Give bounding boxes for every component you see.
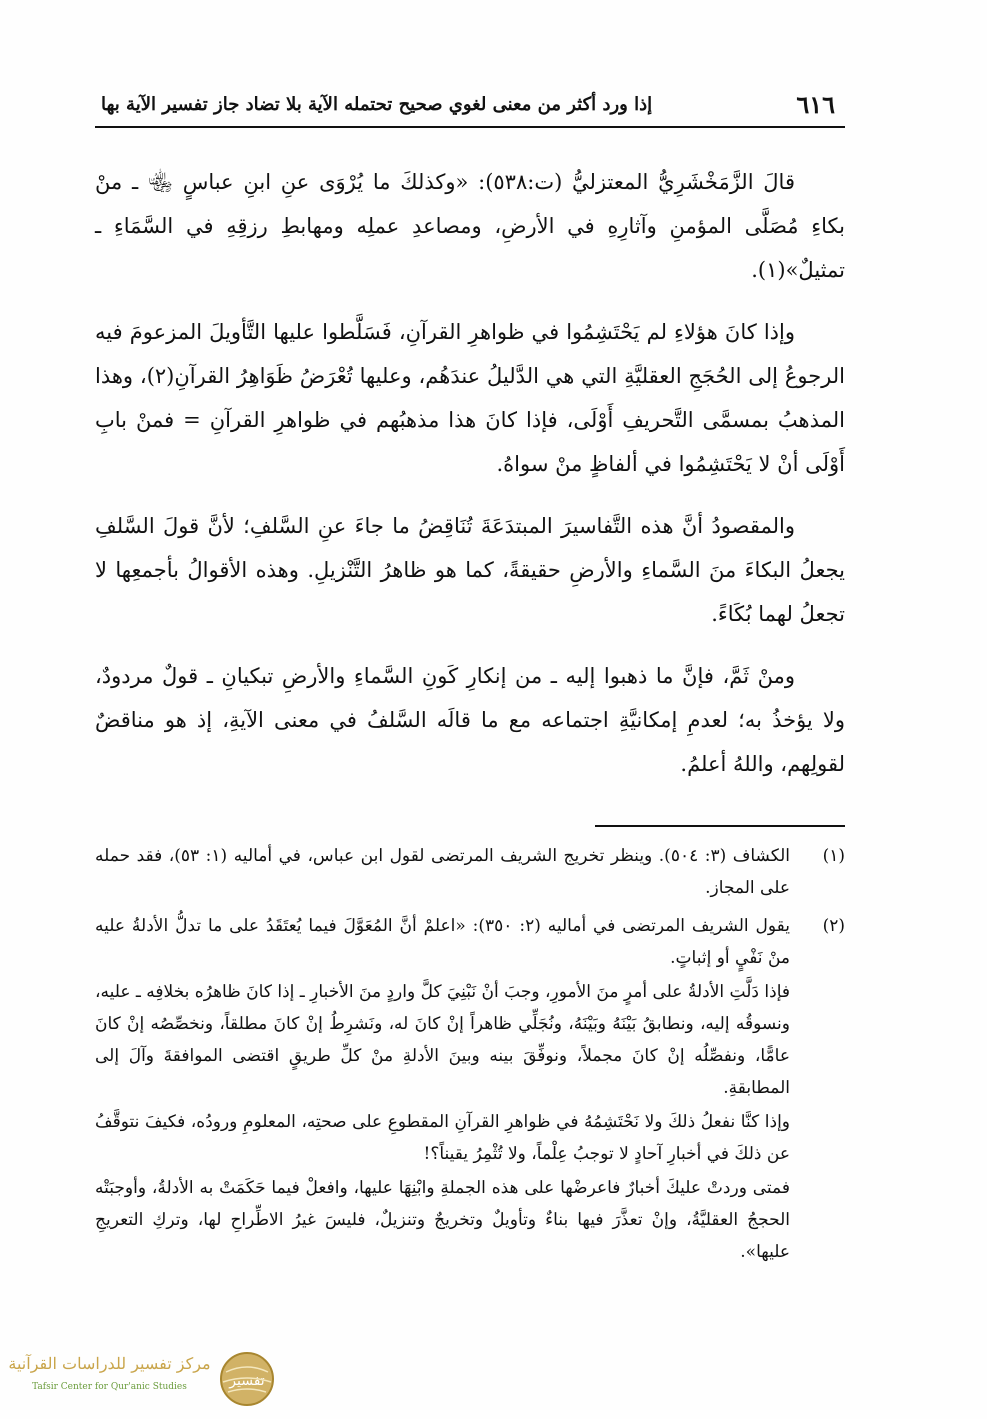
publisher-logo xyxy=(0,1350,310,1410)
svg-text:تفسير: تفسير xyxy=(229,1373,265,1389)
footnote-text: الكشاف (٣: ٥٠٤). وينظر تخريج الشريف المرتضى لقول ابن عباس، في أماليه (١: ٥٣)، فقد حمله على المجاز. xyxy=(95,846,791,898)
footnotes xyxy=(95,840,845,1274)
paragraph: قالَ الزَّمَخْشَرِيُّ المعتزليُّ (ت:٥٣٨): «وكذلكَ ما يُرْوَى عنِ ابنِ عباسٍ ﵄ ـ منْ بكاءِ مُصَلَّى المؤمنِ وآثارِهِ في الأرضِ، ومصاعدِ عملِه ومهابطِ رزقِهِ في السَّمَاءِ ـ تمثيلٌ»(١). xyxy=(95,170,845,282)
logo-arabic-name: مركز تفسير للدراسات القرآنية xyxy=(8,1354,211,1373)
page-header xyxy=(95,82,845,128)
footnote-quote-paragraph: فإذا دَلَّتِ الأدلةُ على أمرٍ منَ الأمورِ، وجبَ أنْ نَبْنِيَ كلَّ واردٍ منَ الأخبارِ ـ إذا كانَ ظاهرُه بخلافِه ـ عليه، ونسوقُه إليه، ونطابقُ بَيْنَهُ وبَيْنَهُ، ونُجَلِّي ظاهراً إنْ كانَ له، ونَشرِطُ إنْ كانَ مطلقاً، ونخصِّصُه إنْ كانَ عامًّا، ونفصِّلُه إنْ كانَ مجملاً، ونوفِّقَ بينه وبينَ الأدلةِ منْ كلِّ طريقٍ اقتضى الموافقةَ وآلَ إلى المطابقةِ. xyxy=(95,982,790,1098)
paragraph: ومنْ ثَمَّ، فإنَّ ما ذهبوا إليه ـ من إنكارِ كَونِ السَّماءِ والأرضِ تبكيانِ ـ قولٌ مردودٌ، ولا يؤخذُ به؛ لعدمِ إمكانيَّةِ اجتماعه مع ما قالَه السَّلفُ في معنى الآيةِ، إذ هو مناقضٌ لقولِهم، واللهُ أعلمُ. xyxy=(95,664,845,776)
paragraph: وإذا كانَ هؤلاءِ لم يَحْتَشِمُوا في ظواهرِ القرآنِ، فَسَلَّطوا عليها التَّأويلَ المزعومَ فيه الرجوعُ إلى الحُجَجِ العقليَّةِ التي هي الدَّليلُ عندَهُم، وعليها تُعْرَضُ ظَوَاهِرُ القرآنِ(٢)، وهذا المذهبُ بمسمَّى التَّحريفِ أَوْلَى، فإذا كانَ هذا مذهبُهم في ظواهرِ القرآنِ = فمنْ بابِ أَوْلَى أنْ لا يَحْتَشِمُوا في ألفاظٍ منْ سواهُ. xyxy=(95,320,846,476)
footnote-number: (٢) xyxy=(822,916,845,936)
footnote-quote-paragraph: وإذا كنَّا نفعلُ ذلكَ ولا نَحْتَشِمُهُ في ظواهرِ القرآنِ المقطوعِ على صحتِه، المعلومِ ورودُه، فكيفَ نتوقَّفُ عن ذلكَ في أخبارِ آحادٍ لا توجبُ عِلْماً، ولا تُثْمِرُ يقيناً؟! xyxy=(95,1112,790,1164)
footnote-number: (١) xyxy=(822,846,845,866)
footnote-text: يقول الشريف المرتضى في أماليه (٢: ٣٥٠): «اعلمْ أنَّ المُعَوَّلَ فيما يُعتَقَدُ على ما تدلُّ الأدلةُ عليه منْ نَفْيٍ أو إثباتٍ. xyxy=(95,916,790,968)
footnote-body xyxy=(95,840,790,904)
running-title: إذا ورد أكثر من معنى لغوي صحيح تحتمله الآية بلا تضاد جاز تفسير الآية بها xyxy=(101,93,653,115)
footnote xyxy=(95,840,845,904)
globe-logo-icon xyxy=(218,1350,276,1408)
footnote-quote-paragraph: فمتى وردتْ عليكَ أخبارٌ فاعرضْها على هذه الجملةِ وابْنِهَا عليها، وافعلْ فيما حَكَمَتْ به الأدلةُ، وأوجبَتْه الحججُ العقليَّةُ، وإنْ تعذَّرَ فيها بناءٌ وتأويلٌ وتخريجٌ وتنزيلٌ، فليسَ غيرُ الاطِّراحِ لها، وتركِ التعريجِ عليها». xyxy=(95,1178,790,1262)
paragraph: والمقصودُ أنَّ هذه التَّفاسيرَ المبتدَعَةَ تُنَاقِضُ ما جاءَ عنِ السَّلفِ؛ لأنَّ قولَ السَّلفِ يجعلُ البكاءَ منَ السَّماءِ والأرضِ حقيقةً، كما هو ظاهرُ التَّنْزيلِ. وهذه الأقوالُ بأجمعِها لا تجعلُ لهما بُكَاءً. xyxy=(95,514,845,626)
main-text xyxy=(95,160,845,804)
footnote-body xyxy=(95,910,790,1268)
footnote-separator xyxy=(595,825,845,827)
page-number: ٦١٦ xyxy=(796,89,835,119)
logo-english-name: Tafsir Center for Qur'anic Studies xyxy=(32,1382,187,1392)
footnote xyxy=(95,910,845,1268)
